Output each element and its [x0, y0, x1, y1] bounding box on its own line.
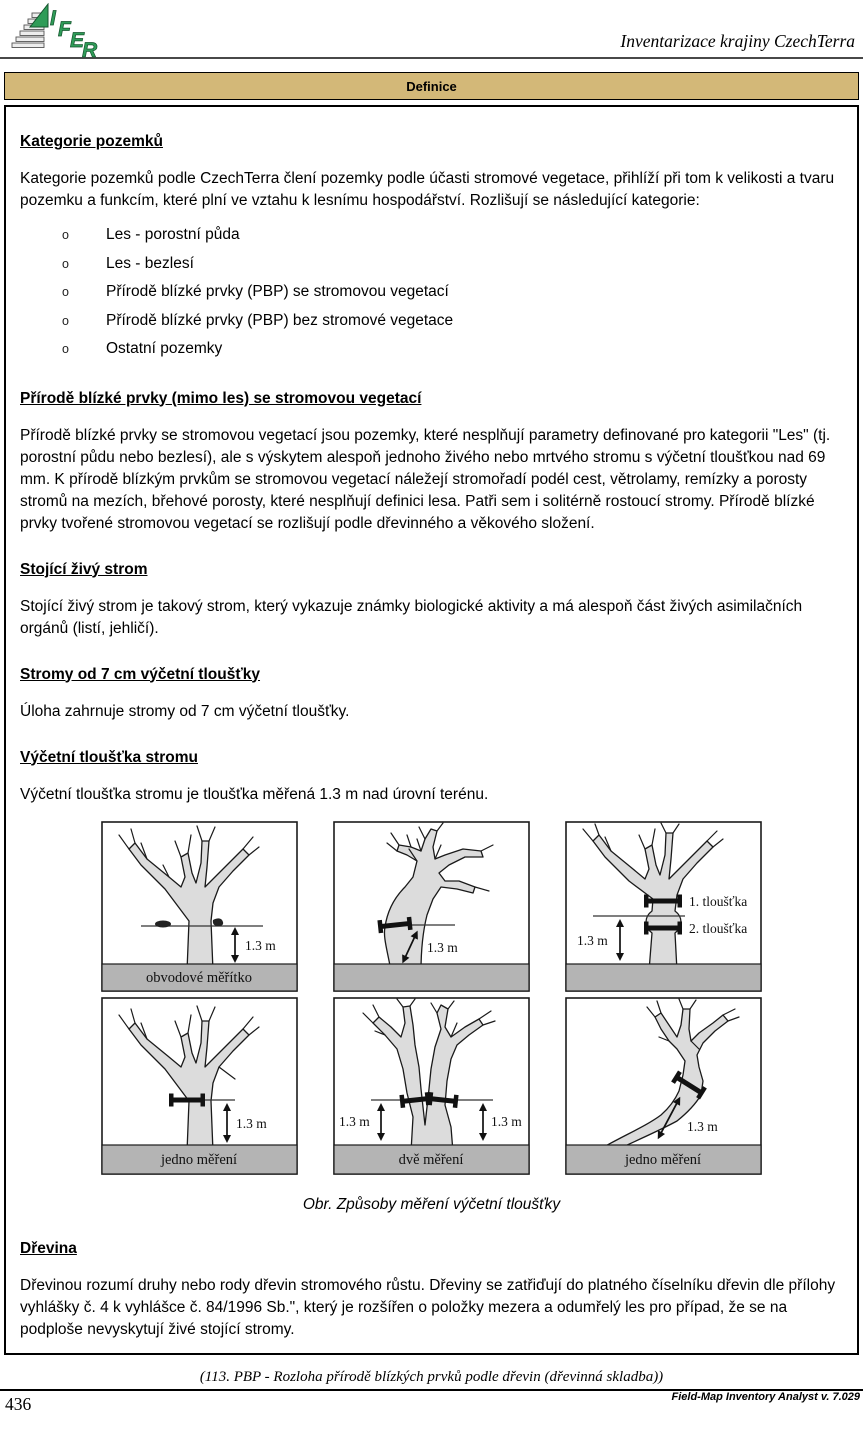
heading-stojici-zivy-strom: Stojící živý strom: [20, 560, 148, 578]
bullet-icon: o: [62, 342, 69, 357]
figure-panel-two-measurements: [333, 997, 530, 1175]
section-title-bar: [4, 72, 859, 100]
list-item-label: Les - porostní půda: [106, 226, 240, 244]
bullet-icon: o: [62, 285, 69, 300]
page-header: [0, 0, 863, 59]
heading-vycetni-tloustka: Výčetní tloušťka stromu: [20, 748, 198, 766]
ifer-logo: [8, 3, 112, 59]
diameter-1-label: 1. tloušťka: [689, 893, 748, 909]
list-item-label: Přírodě blízké prvky (PBP) se stromovou vegetací: [106, 283, 449, 301]
ground-label: jedno měření: [160, 1151, 238, 1168]
ground-label: jedno měření: [624, 1151, 702, 1168]
measure-label: 1.3 m: [577, 932, 608, 948]
heading-drevina: Dřevina: [20, 1239, 77, 1257]
list-item: [20, 307, 843, 336]
ground-label: obvodové měřítko: [146, 969, 252, 986]
bullet-icon: o: [62, 228, 69, 243]
measure-label: 1.3 m: [491, 1113, 522, 1129]
ground-label: dvě měření: [398, 1151, 464, 1168]
list-item-label: Ostatní pozemky: [106, 340, 223, 358]
logo-letter: R: [82, 39, 98, 59]
figure-panel-leaning-tree: [333, 821, 530, 992]
paragraph: Stojící živý strom je takový strom, který vykazuje známky biologické aktivity a má alespoň část živých asimilačních orgánů (listí, jehličí).: [20, 597, 803, 637]
measure-label: 1.3 m: [339, 1113, 370, 1129]
measure-label: 1.3 m: [687, 1118, 718, 1134]
bullet-icon: o: [62, 313, 69, 328]
page-footer: [0, 1391, 863, 1419]
list-item-label: Přírodě blízké prvky (PBP) bez stromové vegetace: [106, 311, 454, 329]
logo-letter: F: [58, 18, 71, 41]
page-number: 436: [5, 1393, 32, 1414]
logo-pyramid-stripes-icon: [12, 4, 48, 48]
heading-stromy-od-7cm: Stromy od 7 cm výčetní tloušťky: [20, 665, 261, 683]
diameter-2-label: 2. tloušťka: [689, 920, 748, 936]
figure-panel-two-diameters: [565, 821, 762, 992]
logo-letter: E: [70, 29, 85, 52]
figure-panel-one-measurement-fork-above: [101, 997, 298, 1175]
list-item: [20, 221, 843, 250]
paragraph: Dřevinou rozumí druhy nebo rody dřevin stromového růstu. Dřeviny se zatřiďují do platného číselníku dřevin dle přílohy vyhlášky č. 4 k vyhlášce č. 84/1996 Sb.", který je rozšířen o položky mezera a odumřelý les pro případ, že se na podploše nevyskytují živé stojící stromy.: [20, 1276, 836, 1338]
category-list: [20, 221, 843, 364]
logo-letter: I: [50, 7, 56, 30]
measure-label: 1.3 m: [245, 937, 276, 953]
section-title: Definice: [406, 78, 457, 94]
figure-caption: Obr. Způsoby měření výčetní tloušťky: [302, 1195, 561, 1213]
paragraph: Kategorie pozemků podle CzechTerra člení pozemky podle účasti stromové vegetace, přihlíží při tom k velikosti a tvaru pozemku a funkcím, které plní ve vztahu k lesnímu hospodářství. Rozlišují se následující kategorie:: [20, 170, 835, 209]
content-box: [4, 105, 859, 1355]
figure-panel-circumference: [101, 821, 298, 992]
list-item: [20, 335, 843, 364]
bullet-icon: o: [62, 256, 69, 271]
app-version: Field-Map Inventory Analyst v. 7.029: [671, 1390, 860, 1403]
list-item-label: Les - bezlesí: [106, 254, 194, 272]
measure-label: 1.3 m: [427, 939, 458, 955]
paragraph: Úloha zahrnuje stromy od 7 cm výčetní tloušťky.: [20, 702, 350, 720]
paragraph: Výčetní tloušťka stromu je tloušťka měřená 1.3 m nad úrovní terénu.: [20, 785, 489, 803]
heading-pbp-se-stromovou-vegetaci: Přírodě blízké prvky (mimo les) se stromovou vegetací: [20, 389, 422, 407]
measure-label: 1.3 m: [236, 1115, 267, 1131]
figure-panel-curved-tree: [565, 997, 762, 1175]
footer-reference: (113. PBP - Rozloha přírodě blízkých prvků podle dřevin (dřevinná skladba)): [199, 1368, 664, 1385]
paragraph: Přírodě blízké prvky se stromovou vegetací jsou pozemky, které nesplňují parametry definované pro kategorii "Les" (tj. porostní půdu nebo bezlesí), ale s výskytem alespoň jednoho živého nebo mrtvého stromu s výčetní tloušťkou nad 69 mm. K přírodě blízkým prvkům se stromovou vegetací náležejí stromořadí podél cest, větrolamy, remízky a porosty stromů na mezích, břehové porosty, které nesplňují definici lesa. Patři sem i solitérně rostoucí stromy. Přírodě blízké prvky tvořené stromovou vegetací se rozlišují podle dřevinného a věkového složení.: [20, 426, 831, 532]
heading-kategorie-pozemku: Kategorie pozemků: [20, 133, 163, 150]
journal-title: Inventarizace krajiny CzechTerra: [620, 31, 855, 51]
list-item: [20, 278, 843, 307]
measurement-figure: [101, 821, 762, 1175]
list-item: [20, 250, 843, 279]
